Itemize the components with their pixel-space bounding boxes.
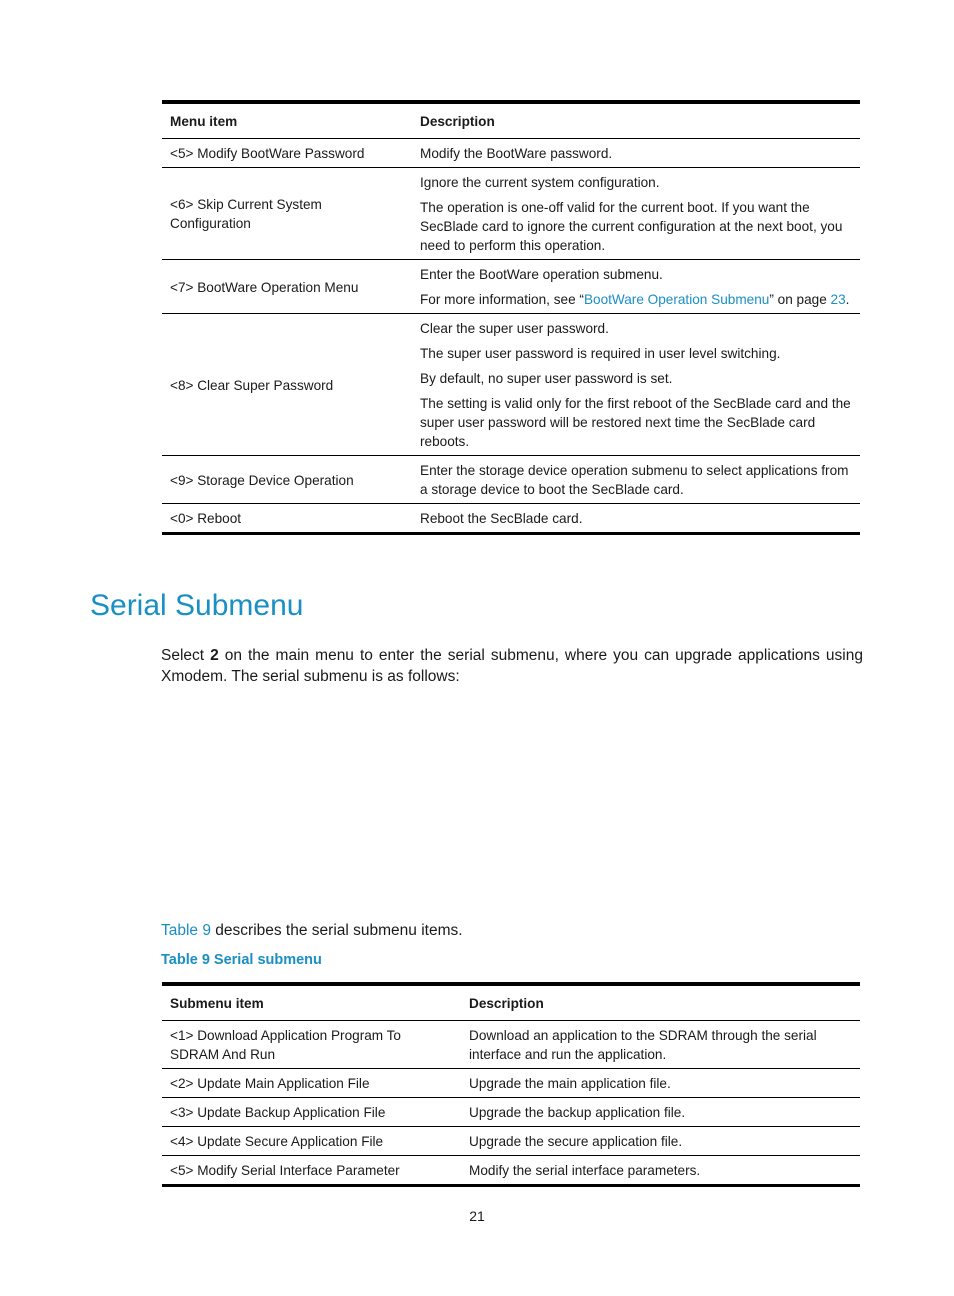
menu-item-cell: <5> Modify BootWare Password: [162, 139, 412, 168]
description-text: The setting is valid only for the first reboot of the SecBlade card and the super user password will be restored next time the SecBlade card reboots.: [420, 396, 851, 449]
table-row: [162, 1127, 860, 1156]
xref-mid: ” on page: [769, 292, 831, 307]
menu-item-cell: <6> Skip Current System Configuration: [162, 168, 412, 260]
description-text: Modify the BootWare password.: [420, 146, 613, 161]
column-header-menu-item: Menu item: [162, 102, 412, 139]
menu-item-cell: <8> Clear Super Password: [162, 314, 412, 456]
page-number: 21: [469, 1208, 485, 1224]
table-9-link[interactable]: Table 9: [161, 922, 211, 939]
table-row: [162, 456, 860, 504]
section-heading: Serial Submenu: [90, 589, 304, 622]
intro-paragraph: [161, 645, 863, 687]
table-row: [162, 504, 860, 534]
submenu-item-cell: <1> Download Application Program To SDRAM And Run: [162, 1021, 461, 1069]
description-text: Reboot the SecBlade card.: [420, 511, 583, 526]
description-cell: [412, 314, 860, 456]
description-cell: Upgrade the backup application file.: [461, 1098, 860, 1127]
menu-items-table: [162, 100, 860, 535]
submenu-item-cell: <5> Modify Serial Interface Parameter: [162, 1156, 461, 1186]
bootware-operation-submenu-link[interactable]: BootWare Operation Submenu: [583, 292, 770, 307]
table-header-row: [162, 984, 860, 1021]
description-cell: [412, 260, 860, 314]
table-reference-paragraph: [161, 920, 863, 941]
page-23-link[interactable]: 23: [830, 292, 846, 307]
table-reference-text: describes the serial submenu items.: [210, 922, 463, 939]
menu-item-cell: <9> Storage Device Operation: [162, 456, 412, 504]
description-text: Enter the BootWare operation submenu.: [420, 267, 663, 282]
table-row: [162, 1021, 860, 1069]
description-cell: [412, 139, 860, 168]
table-row: [162, 1069, 860, 1098]
description-text: The super user password is required in user level switching.: [420, 346, 781, 361]
xref-prefix: For more information, see “: [420, 292, 584, 307]
menu-item-cell: <0> Reboot: [162, 504, 412, 534]
intro-text-end: on the main menu to enter the serial submenu, where you can upgrade applications using Xmodem. The serial submenu is as follows:: [161, 647, 863, 685]
submenu-item-cell: <2> Update Main Application File: [162, 1069, 461, 1098]
intro-text-start: Select: [161, 647, 211, 664]
submenu-item-cell: <3> Update Backup Application File: [162, 1098, 461, 1127]
table-caption: Table 9 Serial submenu: [161, 952, 322, 968]
table-row: [162, 1098, 860, 1127]
description-text: Enter the storage device operation submenu to select applications from a storage device to boot the SecBlade card.: [420, 463, 849, 497]
description-text: Clear the super user password.: [420, 321, 609, 336]
description-cell: [412, 504, 860, 534]
description-cell: [412, 168, 860, 260]
table-row: [162, 314, 860, 456]
table-row: [162, 139, 860, 168]
description-cell: Upgrade the main application file.: [461, 1069, 860, 1098]
description-cell: Upgrade the secure application file.: [461, 1127, 860, 1156]
description-cell: [412, 456, 860, 504]
description-text: The operation is one-off valid for the current boot. If you want the SecBlade card to ignore the current configuration at the next boot, you need to perform this operation.: [420, 200, 843, 253]
table-row: [162, 1156, 860, 1186]
serial-submenu-table: [162, 982, 860, 1187]
table-row: [162, 168, 860, 260]
column-header-description: Description: [461, 984, 860, 1021]
description-cell: Download an application to the SDRAM through the serial interface and run the application.: [461, 1021, 860, 1069]
table-header-row: [162, 102, 860, 139]
cross-reference: [420, 290, 852, 309]
xref-suffix: .: [845, 292, 850, 307]
column-header-submenu-item: Submenu item: [162, 984, 461, 1021]
menu-item-cell: <7> BootWare Operation Menu: [162, 260, 412, 314]
description-text: Ignore the current system configuration.: [420, 175, 660, 190]
description-cell: Modify the serial interface parameters.: [461, 1156, 860, 1186]
intro-bold-option: 2: [210, 647, 219, 664]
table-row: [162, 260, 860, 314]
column-header-description: Description: [412, 102, 860, 139]
submenu-item-cell: <4> Update Secure Application File: [162, 1127, 461, 1156]
description-text: By default, no super user password is set.: [420, 371, 673, 386]
